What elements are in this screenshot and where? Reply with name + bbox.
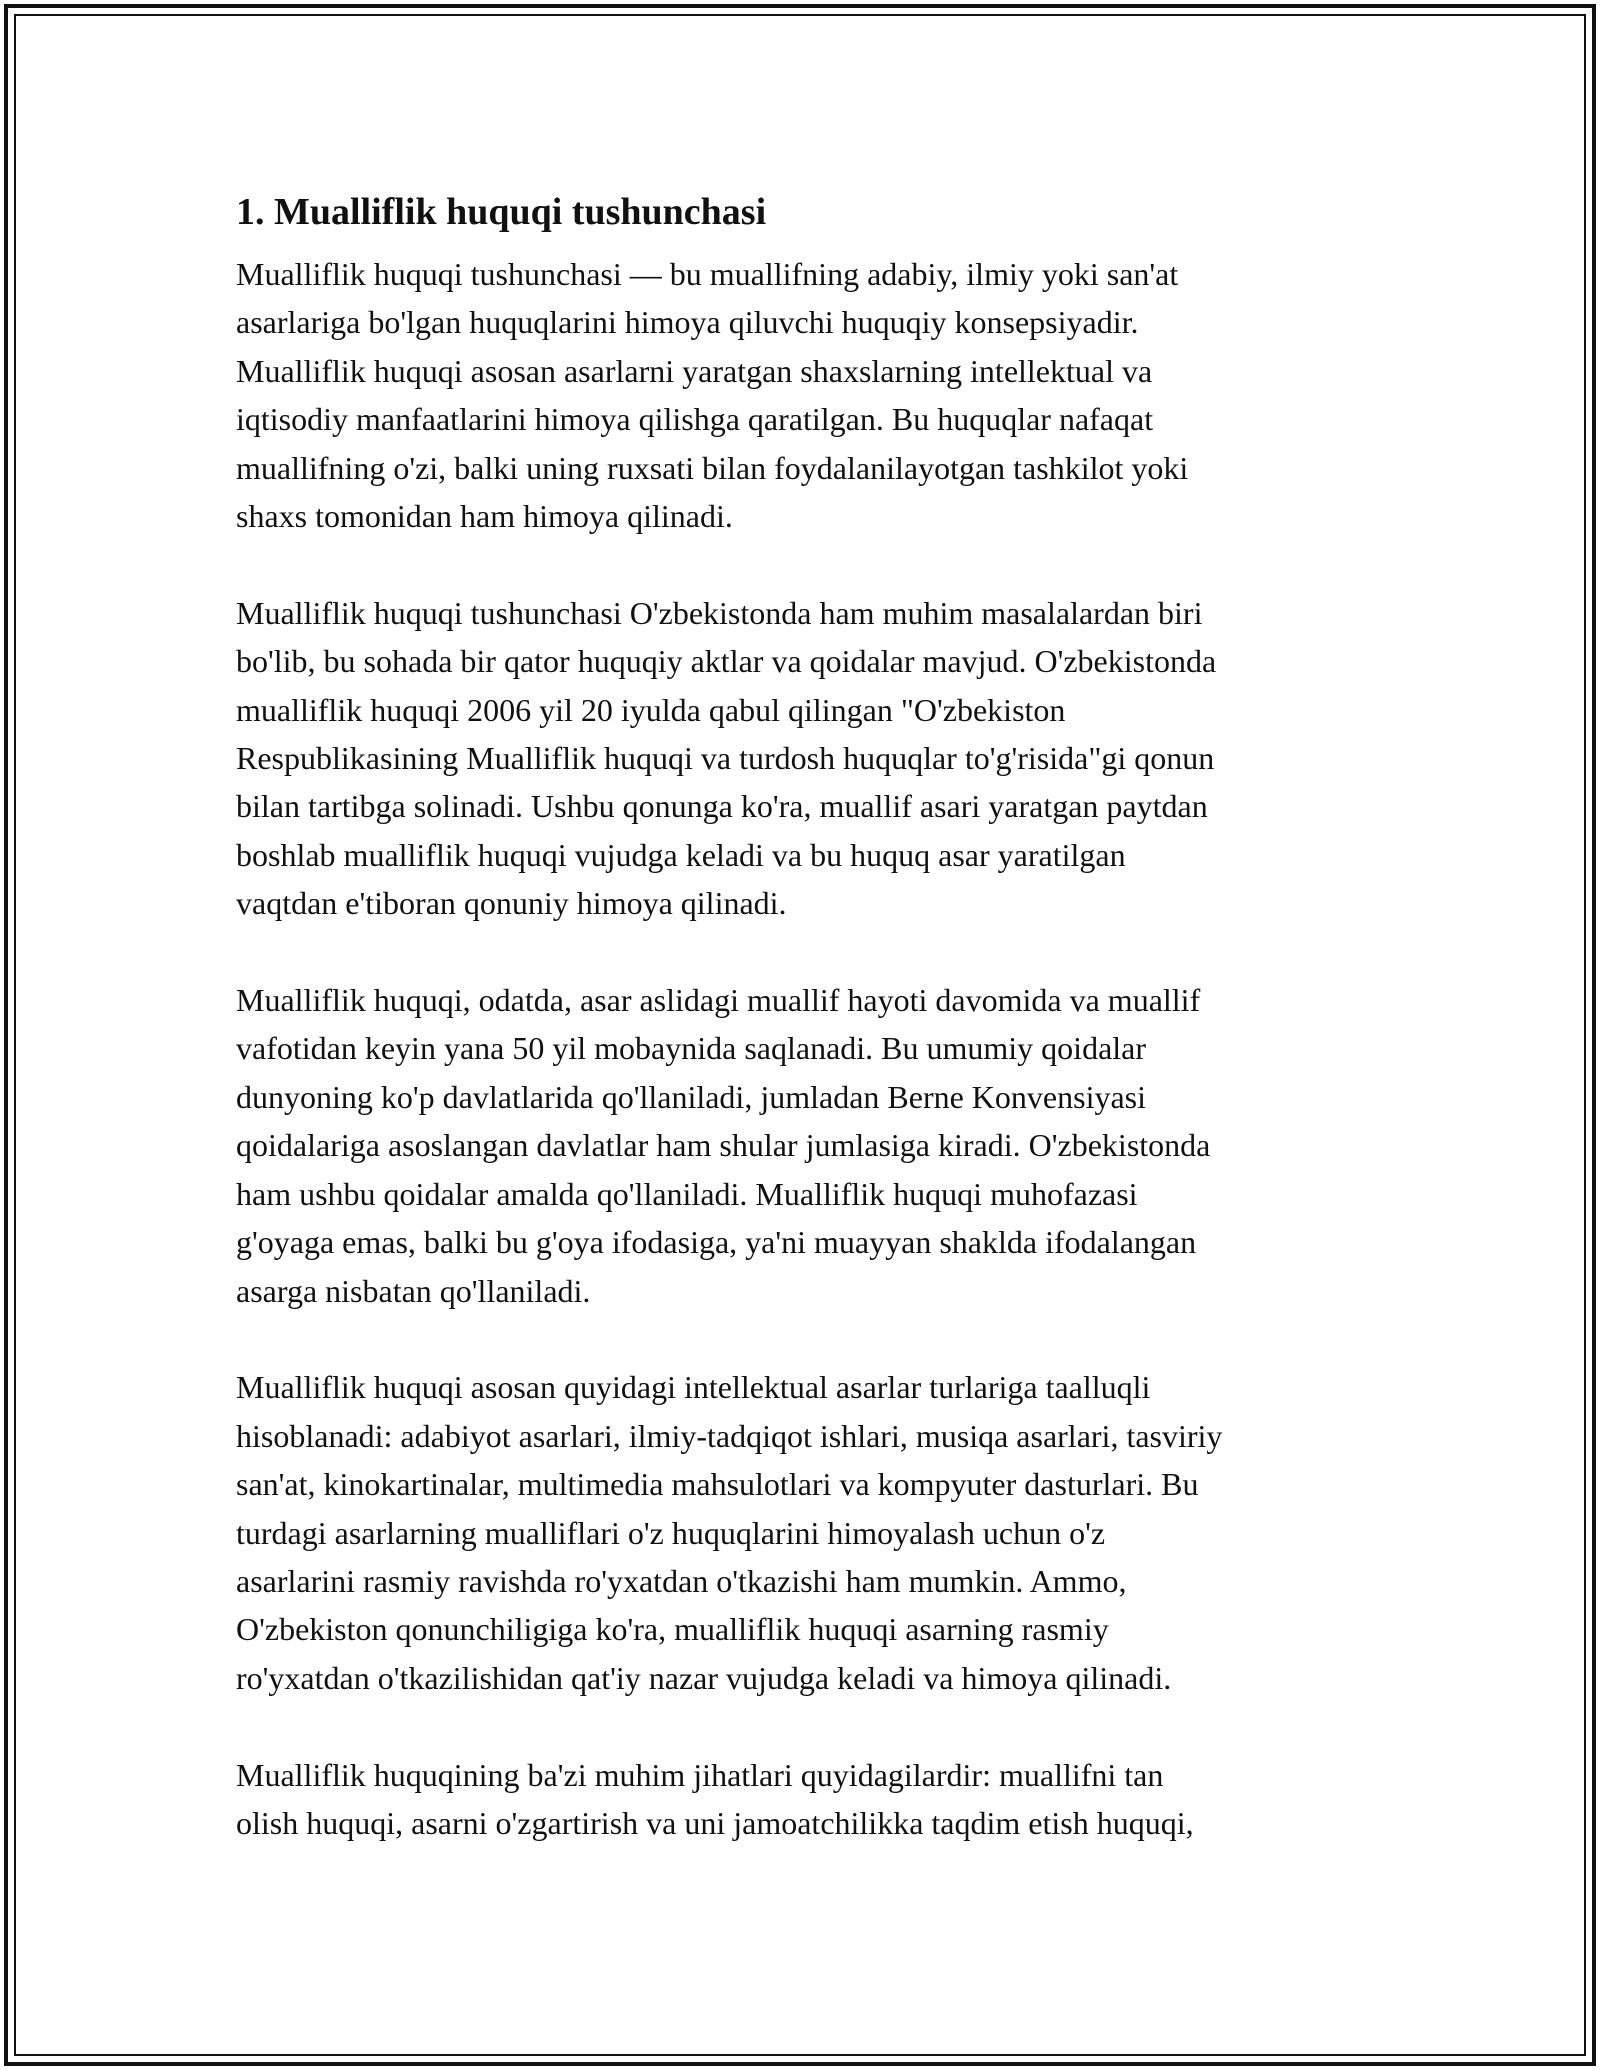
text-line: asarga nisbatan qo'llaniladi. (236, 1272, 591, 1309)
text-line: Mualliflik huquqi asosan asarlarni yaratgan shaxslarning intellektual va (236, 352, 1153, 389)
paragraph-1 (236, 250, 1376, 540)
text-line: vafotidan keyin yana 50 yil mobaynida saqlanadi. Bu umumiy qoidalar (236, 1030, 1147, 1067)
text-line: bo'lib, bu sohada bir qator huquqiy aktlar va qoidalar mavjud. O'zbekistonda (236, 643, 1217, 680)
paragraph-4 (236, 1363, 1376, 1702)
paragraph-2 (236, 589, 1376, 928)
text-line: ro'yxatdan o'tkazilishidan qat'iy nazar vujudga keladi va himoya qilinadi. (236, 1659, 1172, 1696)
section-heading: 1. Mualliflik huquqi tushunchasi (236, 191, 767, 233)
text-line: dunyoning ko'p davlatlarida qo'llaniladi, jumladan Berne Konvensiyasi (236, 1078, 1146, 1115)
text-line: asarlarini rasmiy ravishda ro'yxatdan o'tkazishi ham mumkin. Ammo, (236, 1562, 1127, 1599)
text-line: san'at, kinokartinalar, multimedia mahsulotlari va kompyuter dasturlari. Bu (236, 1466, 1199, 1503)
text-line: vaqtdan e'tiboran qonuniy himoya qilinadi. (236, 885, 787, 922)
text-line: qoidalariga asoslangan davlatlar ham shular jumlasiga kiradi. O'zbekistonda (236, 1127, 1211, 1164)
text-line: Mualliflik huquqi tushunchasi — bu muallifning adabiy, ilmiy yoki san'at (236, 256, 1179, 292)
text-line: turdagi asarlarning mualliflari o'z huquqlarini himoyalash uchun o'z (236, 1514, 1106, 1551)
text-line: hisoblanadi: adabiyot asarlari, ilmiy-tadqiqot ishlari, musiqa asarlari, tasviriy (236, 1417, 1223, 1454)
text-line: iqtisodiy manfaatlarini himoya qilishga qaratilgan. Bu huquqlar nafaqat (236, 401, 1154, 438)
paragraph-3 (236, 976, 1376, 1315)
text-line: asarlariga bo'lgan huquqlarini himoya qiluvchi huquqiy konsepsiyadir. (236, 304, 1139, 341)
text-line: shaxs tomonidan ham himoya qilinadi. (236, 498, 733, 535)
text-line: Mualliflik huquqi, odatda, asar aslidagi muallif hayoti davomida va muallif (236, 982, 1201, 1019)
text-line: mualliflik huquqi 2006 yil 20 iyulda qabul qilingan "O'zbekiston (236, 691, 1066, 728)
text-line: Mualliflik huquqi asosan quyidagi intellektual asarlar turlariga taalluqli (236, 1369, 1151, 1406)
text-line: O'zbekiston qonunchiligiga ko'ra, mualliflik huquqi asarning rasmiy (236, 1611, 1109, 1648)
paragraph-5 (236, 1751, 1376, 1848)
text-line: boshlab mualliflik huquqi vujudga keladi va bu huquq asar yaratilgan (236, 836, 1126, 873)
text-line: Mualliflik huquqi tushunchasi O'zbekistonda ham muhim masalalardan biri (236, 594, 1203, 631)
document-body (236, 186, 1376, 1896)
text-line: muallifning o'zi, balki uning ruxsati bilan foydalanilayotgan tashkilot yoki (236, 449, 1189, 486)
text-line: ham ushbu qoidalar amalda qo'llaniladi. Mualliflik huquqi muhofazasi (236, 1175, 1138, 1212)
text-line: Mualliflik huquqining ba'zi muhim jihatlari quyidagilardir: muallifni tan (236, 1756, 1164, 1793)
text-line: Respublikasining Mualliflik huquqi va turdosh huquqlar to'g'risida"gi qonun (236, 740, 1215, 777)
text-line: bilan tartibga solinadi. Ushbu qonunga ko'ra, muallif asari yaratgan paytdan (236, 788, 1208, 825)
text-line: olish huquqi, asarni o'zgartirish va uni jamoatchilikka taqdim etish huquqi, (236, 1804, 1194, 1841)
text-line: g'oyaga emas, balki bu g'oya ifodasiga, ya'ni muayyan shaklda ifodalangan (236, 1224, 1197, 1261)
